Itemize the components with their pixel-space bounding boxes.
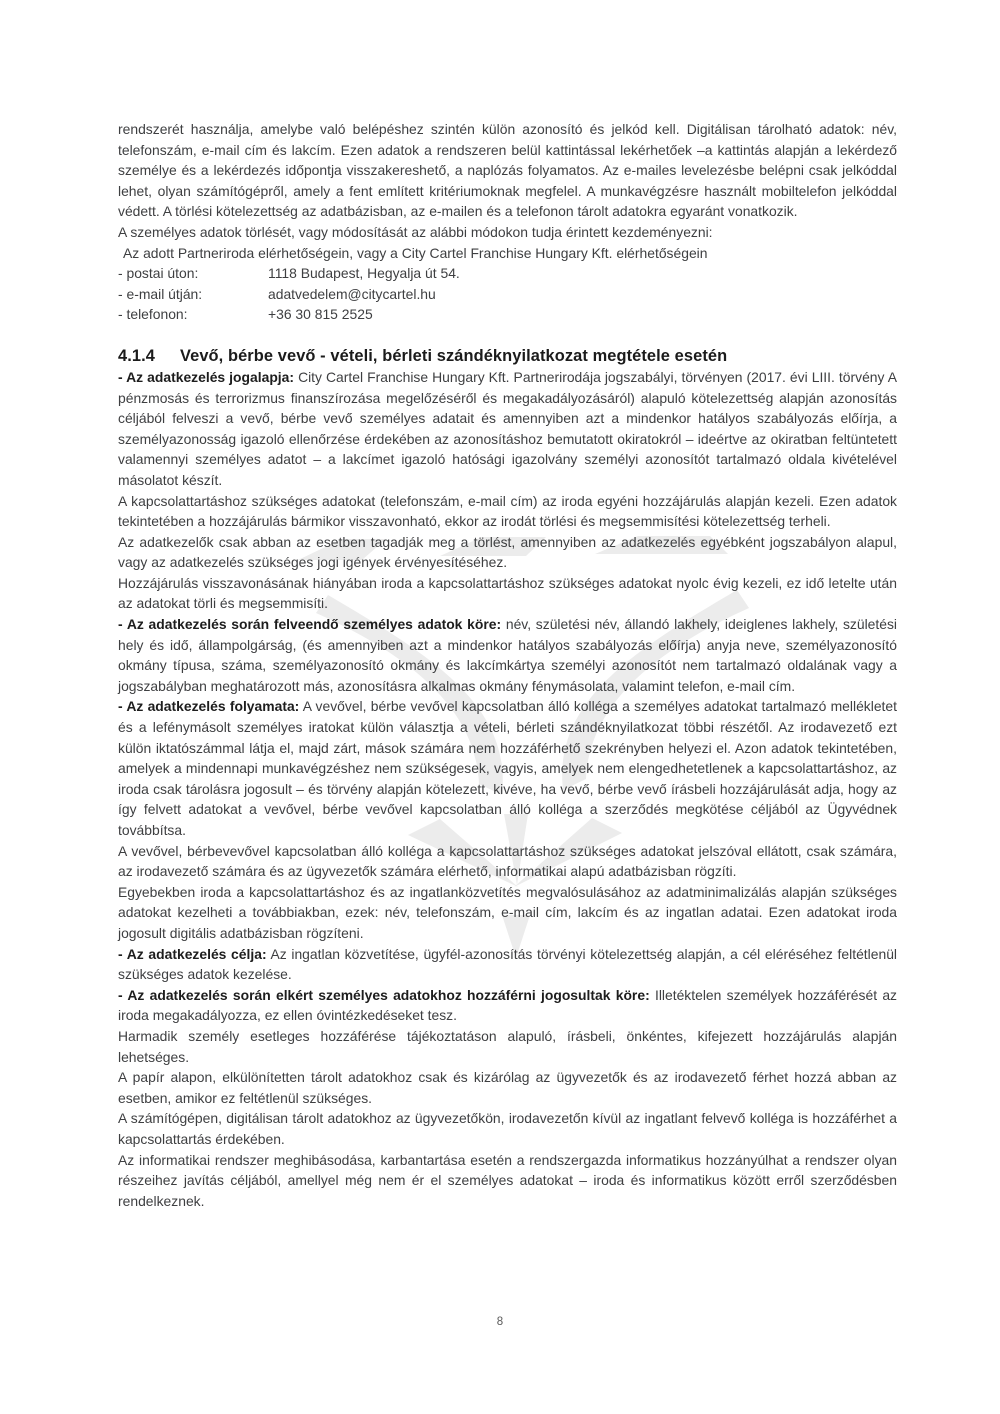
contact-label: - e-mail útján: bbox=[118, 285, 203, 302]
paragraph-lead: - Az adatkezelés során elkért személyes adatokhoz hozzáférni jogosultak köre: bbox=[118, 986, 650, 1003]
postal-address: 1118 Budapest, Hegyalja út 54. bbox=[268, 265, 460, 282]
contact-row-phone bbox=[118, 304, 897, 325]
section-title: Vevő, bérbe vevő - vételi, bérleti szándéknyilatkozat megtétele esetén bbox=[180, 346, 728, 365]
paragraph bbox=[118, 491, 897, 532]
paragraph-text: A számítógépen, digitálisan tárolt adatokhoz az ügyvezetőkön, irodavezetőn kívül az ingatlant felvevő kolléga is hozzáférhet a kapcsolattartás érdekében. bbox=[118, 1110, 897, 1147]
paragraph-text: Az adatkezelők csak abban az esetben tagadják meg a törlést, amennyiben az adatkezelés egyébként jogszabályon alapul, vagy az adatkezelés szükséges jogi igények érvényesítéséhez. bbox=[118, 533, 897, 571]
paragraph: Az adott Partneriroda elérhetőségein, vagy a City Cartel Franchise Hungary Kft. elérhetőségein bbox=[123, 244, 708, 261]
contact-row-email bbox=[118, 284, 897, 305]
paragraph bbox=[118, 1026, 897, 1067]
paragraph bbox=[118, 614, 897, 696]
paragraph-lead: - Az adatkezelés folyamata: bbox=[118, 698, 300, 715]
paragraph-text: A vevővel, bérbevevővel kapcsolatban álló kolléga a kapcsolattartáshoz szükséges adatokat jelszóval ellátott, csak számára, az irodavezető számára és az ügyvezetők számára elérhető, informatikai alapú adatbázisban rögzíti. bbox=[118, 842, 897, 880]
contact-label: - postai úton: bbox=[118, 265, 199, 282]
document-body bbox=[118, 119, 897, 1211]
paragraph-lead: - Az adatkezelés jogalapja: bbox=[118, 368, 295, 385]
paragraph bbox=[118, 1150, 897, 1212]
paragraph bbox=[118, 882, 897, 944]
paragraph-text: Az ingatlan közvetítése, ügyfél-azonosítás törvényi kötelezettség alapján, a cél eléréséhez feltétlenül szükséges adatok kezelése. bbox=[118, 945, 898, 983]
paragraph-lead: - Az adatkezelés célja: bbox=[118, 945, 267, 962]
email-address: adatvedelem@citycartel.hu bbox=[268, 285, 436, 302]
paragraph bbox=[118, 1067, 897, 1108]
paragraph-text: Hozzájárulás visszavonásának hiányában iroda a kapcsolattartáshoz szükséges adatokat nyolc évig kezeli, ez idő letelte után az adatokat törli és megsemmisíti. bbox=[118, 574, 897, 612]
paragraph bbox=[118, 532, 897, 573]
page-number: 8 bbox=[496, 1316, 504, 1328]
section-heading bbox=[118, 345, 897, 367]
paragraph bbox=[118, 573, 897, 614]
paragraph bbox=[118, 841, 897, 882]
paragraph bbox=[118, 944, 897, 985]
paragraph-text: A vevővel, bérbe vevővel kapcsolatban álló kolléga a személyes adatokat tartalmazó mellékletet és a lefénymásolt személyes iratokat külön választja a vételi, bérleti szándéknyilatkozat többi részétől. Az irodavezető ezt külön iktatószámmal látja el, majd zárt, mások számára nem hozzáférhető szekrényben helyezi el. Azon adatok tekintetében, amelyek a mindennapi munkavégzéshez nem szükségesek, vagyis, amelyek nem elengedhetetlenek a kapcsolattartáshoz, az iroda csak tárolásra jogosult – és törvény alapján kötelezett, kivéve, ha vevő, bérbe vevő írásbeli hozzájárulását adja, hogy az így felvett adatokat a vevővel, bérbe vevővel kapcsolatban álló kolléga a szerződés megkötése céljából az Ügyvédnek továbbítsa. bbox=[118, 698, 897, 838]
paragraph bbox=[118, 1108, 897, 1149]
paragraph-text: City Cartel Franchise Hungary Kft. Partnerirodája jogszabályi, törvényen (2017. évi LIII. törvény A pénzmosás és terrorizmus finanszírozása megelőzéséről és megakadályozásáról) alapuló kötelezettség alapján azonosítás céljából felveszi a vevő, bérbe vevő személyes adatait és amennyiben azt a mindenkor hatályos szabályozás előírja, a személyazonosság igazoló ellenőrzése érdekében az azonosításhoz bemutatott okiratokról – ideértve az okiratban feltüntetett valamennyi személyes adatot – a lakcímet igazoló hatósági igazolvány személyi azonosítót tartalmazó oldala kivételével másolatot készít. bbox=[118, 368, 897, 488]
contact-label: - telefonon: bbox=[118, 306, 188, 323]
paragraph-text: Illetéktelen személyek hozzáférését az iroda megakadályozza, ez ellen óvintézkedéseket tesz. bbox=[118, 986, 897, 1024]
paragraph-lead: - Az adatkezelés során felveendő személyes adatok köre: bbox=[118, 616, 502, 633]
paragraph: rendszerét használja, amelybe való belépéshez szintén külön azonosító és jelkód kell. Digitálisan tárolható adatok: név, telefonszám, e-mail cím és lakcím. Ezen adatok a rendszeren belül kattintással lekérhetőek –a kattintás alapján a lekérdező személye és a lekérdezés időpontja visszakereshető, a naplózás folyamatos. Az e-mailes levelezésbe belépni csak jelkóddal lehet, olyan számítógépről, amely a fent említett kritériumoknak megfelel. A munkavégzésre használt mobiltelefon jelkóddal védett. A törlési kötelezettség az adatbázisban, az e-mailen és a telefonon tárolt adatokra egyaránt vonatkozik. bbox=[118, 121, 897, 220]
paragraph-text: név, születési név, állandó lakhely, ideiglenes lakhely, születési hely és idő, állampolgárság, (és amennyiben azt a mindenkor hatályos szabályozás előírja) anyja neve, személyazonosító okmány típusa, száma, személyazonosító okmány és lakcímkártya személyi azonosítót nem tartalmazó oldalának vagy a jogszabályban meghatározott más, azonosításra alkalmas okmány fénymásolata, valamint telefon, e-mail cím. bbox=[118, 616, 897, 694]
paragraph-text: Az informatikai rendszer meghibásodása, karbantartása esetén a rendszergazda informatikus hozzányúlhat a rendszer olyan részeihez javítás céljából, amellyel még nem ér el személyes adatokat – iroda és informatikus között erről szerződésben rendelkeznek. bbox=[118, 1151, 897, 1209]
section-number: 4.1.4 bbox=[118, 346, 155, 365]
paragraph-text: A papír alapon, elkülönítetten tárolt adatokhoz csak és kizárólag az ügyvezetők és az irodavezető férhet hozzá abban az esetben, amikor ez feltétlenül szükséges. bbox=[118, 1069, 897, 1106]
paragraph bbox=[118, 985, 897, 1026]
paragraph-text: Harmadik személy esetleges hozzáférése tájékoztatáson alapuló, írásbeli, önkéntes, kifejezett hozzájárulás alapján lehetséges. bbox=[118, 1027, 897, 1065]
contact-row-postal bbox=[118, 263, 897, 284]
phone-number: +36 30 815 2525 bbox=[268, 306, 373, 323]
paragraph bbox=[118, 367, 897, 491]
paragraph: A személyes adatok törlését, vagy módosítását az alábbi módokon tudja érintett kezdeményezni: bbox=[118, 223, 713, 240]
paragraph bbox=[118, 696, 897, 840]
paragraph-text: Egyebekben iroda a kapcsolattartáshoz és az ingatlanközvetítés megvalósulásához az adatminimalizálás alapján szükséges adatokat kezelheti a továbbiakban, ezek: név, telefonszám, e-mail cím, lakcím és az ingatlan adatai. Ezen adatokat iroda jogosult digitális adatbázisban rögzíteni. bbox=[118, 883, 897, 941]
paragraph-text: A kapcsolattartáshoz szükséges adatokat (telefonszám, e-mail cím) az iroda egyéni hozzájárulás alapján kezeli. Ezen adatok tekintetében a hozzájárulás bármikor visszavonható, ekkor az irodát törlési és megsemmisítési kötelezettség terheli. bbox=[118, 492, 897, 530]
